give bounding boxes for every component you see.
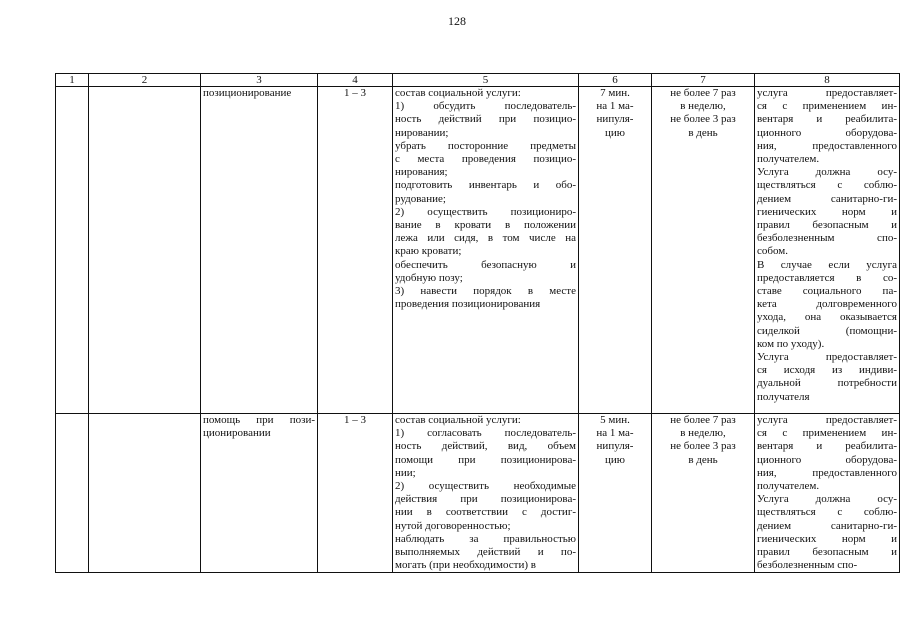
text-line: на 1 ма- — [596, 100, 634, 113]
service-name-cell — [201, 414, 318, 573]
text-line: гиенических норм и — [757, 532, 897, 545]
text-line: краю кровати; — [395, 245, 462, 258]
text-line: нии в соответствии с достиг- — [395, 506, 576, 519]
header-cell-4: 4 — [318, 74, 393, 87]
header-cell-6: 6 — [579, 74, 652, 87]
text-line: не более 7 раз — [670, 87, 736, 99]
text-line: 7 мин. — [600, 87, 630, 99]
table-row-positioning — [56, 87, 900, 414]
text-line: услуга предоставляет- — [757, 414, 897, 426]
text-line: не более 7 раз — [670, 414, 736, 426]
text-line: ность действий, вид, объем — [395, 440, 576, 453]
text-line: лежа или сидя, в том числе на — [395, 232, 576, 245]
text-line: ся с применением ин- — [757, 100, 897, 113]
text-line: нутой договоренностью; — [395, 519, 511, 532]
header-cell-3: 3 — [201, 74, 318, 87]
text-line: нировании; — [395, 126, 449, 139]
text-line: ционного оборудова- — [757, 453, 897, 466]
text-line: в неделю, — [680, 427, 726, 440]
text-line: нипуля- — [596, 440, 634, 453]
text-line: В случае если услуга — [757, 258, 897, 271]
text-line: удобную позу; — [395, 271, 463, 284]
row-category-cell — [89, 87, 201, 414]
text-line: обеспечить безопасную и — [395, 258, 576, 271]
text-line: действия при позиционирова- — [395, 493, 576, 506]
service-range-cell — [318, 87, 393, 414]
text-line: 1) обсудить последователь- — [395, 100, 576, 113]
text-line: предоставляется в со- — [757, 271, 897, 284]
text-line: Услуга предоставляет- — [757, 351, 897, 364]
text-line: на 1 ма- — [596, 427, 634, 440]
service-frequency-cell — [652, 414, 755, 573]
text-line: ционного оборудова- — [757, 126, 897, 139]
text-line: услуга предоставляет- — [757, 87, 897, 99]
text-line: состав социальной услуги: — [395, 87, 521, 99]
text-line: кета долговременного — [757, 298, 897, 311]
services-table — [55, 73, 900, 573]
service-conditions-cell — [755, 87, 900, 414]
text-line: цию — [605, 126, 625, 139]
text-line: получателем. — [757, 480, 820, 493]
table-header-row — [56, 74, 900, 87]
service-conditions-cell — [755, 414, 900, 573]
service-content-cell — [393, 414, 579, 573]
text-line: ся с применением ин- — [757, 427, 897, 440]
text-line: подготовить инвентарь и обо- — [395, 179, 576, 192]
text-line: 1 – 3 — [344, 414, 366, 426]
text-line: ществляться с соблю- — [757, 506, 897, 519]
text-line: правил безопасным и — [757, 219, 897, 232]
text-line: Услуга должна осу- — [757, 166, 897, 179]
text-line: в неделю, — [680, 100, 726, 113]
service-name-cell — [201, 87, 318, 414]
text-line: помощи при позиционирова- — [395, 453, 576, 466]
text-line: 3) навести порядок в месте — [395, 285, 576, 298]
text-line: ционировании — [203, 427, 271, 440]
text-line: 1) согласовать последователь- — [395, 427, 576, 440]
service-duration-cell — [579, 87, 652, 414]
text-line: убрать посторонние предметы — [395, 139, 576, 152]
text-line: ществляться с соблю- — [757, 179, 897, 192]
text-line: ся исходя из индиви- — [757, 364, 897, 377]
text-line: состав социальной услуги: — [395, 414, 521, 426]
text-line: 5 мин. — [600, 414, 630, 426]
text-line: дением санитарно-ги- — [757, 519, 897, 532]
text-line: ухода, она оказывается — [757, 311, 897, 324]
text-line: Услуга должна осу- — [757, 493, 897, 506]
text-line: проведения позиционирования — [395, 298, 541, 311]
text-line: ность действий при позицио- — [395, 113, 576, 126]
text-line: получателем. — [757, 153, 820, 166]
text-line: нирования; — [395, 166, 448, 179]
text-line: дуальной потребности — [757, 377, 897, 390]
text-line: не более 3 раз — [670, 440, 736, 453]
header-cell-7: 7 — [652, 74, 755, 87]
table-row-positioning-help — [56, 414, 900, 573]
page-number: 128 — [448, 14, 466, 28]
text-line: вание в кровати в положении — [395, 219, 576, 232]
text-line: могать (при необходимости) в — [395, 559, 536, 572]
text-line: вентаря и реабилита- — [757, 440, 897, 453]
text-line: с места проведения позицио- — [395, 153, 576, 166]
header-cell-8: 8 — [755, 74, 900, 87]
text-line: нии; — [395, 466, 416, 479]
text-line: не более 3 раз — [670, 113, 736, 126]
text-line: в день — [688, 453, 718, 466]
text-line: вентаря и реабилита- — [757, 113, 897, 126]
text-line: дением санитарно-ги- — [757, 192, 897, 205]
text-line: безболезненным спо- — [757, 232, 897, 245]
text-line: в день — [688, 126, 718, 139]
header-cell-1: 1 — [56, 74, 89, 87]
service-duration-cell — [579, 414, 652, 573]
row-number-cell — [56, 87, 89, 414]
header-cell-2: 2 — [89, 74, 201, 87]
text-line: ния, предоставленного — [757, 466, 897, 479]
header-cell-5: 5 — [393, 74, 579, 87]
text-line: сиделкой (помощни- — [757, 324, 897, 337]
service-frequency-cell — [652, 87, 755, 414]
text-line: ставе социального па- — [757, 285, 897, 298]
text-line: 1 – 3 — [344, 87, 366, 99]
text-line: позиционирование — [203, 87, 292, 99]
text-line: 2) осуществить необходимые — [395, 480, 576, 493]
text-line: безболезненным спо- — [757, 559, 858, 572]
service-range-cell — [318, 414, 393, 573]
text-line: гиенических норм и — [757, 205, 897, 218]
text-line: наблюдать за правильностью — [395, 532, 576, 545]
row-number-cell — [56, 414, 89, 573]
text-line: 2) осуществить позициониро- — [395, 205, 576, 218]
row-category-cell — [89, 414, 201, 573]
text-line: помощь при пози- — [203, 414, 315, 426]
text-line: собом. — [757, 245, 788, 258]
text-line: выполняемых действий и по- — [395, 546, 576, 559]
service-content-cell — [393, 87, 579, 414]
text-line: правил безопасным и — [757, 546, 897, 559]
text-line: ния, предоставленного — [757, 139, 897, 152]
text-line: ком по уходу). — [757, 337, 825, 350]
text-line: цию — [605, 453, 625, 466]
text-line: нипуля- — [596, 113, 634, 126]
text-line: рудование; — [395, 192, 446, 205]
text-line: получателя — [757, 390, 810, 403]
